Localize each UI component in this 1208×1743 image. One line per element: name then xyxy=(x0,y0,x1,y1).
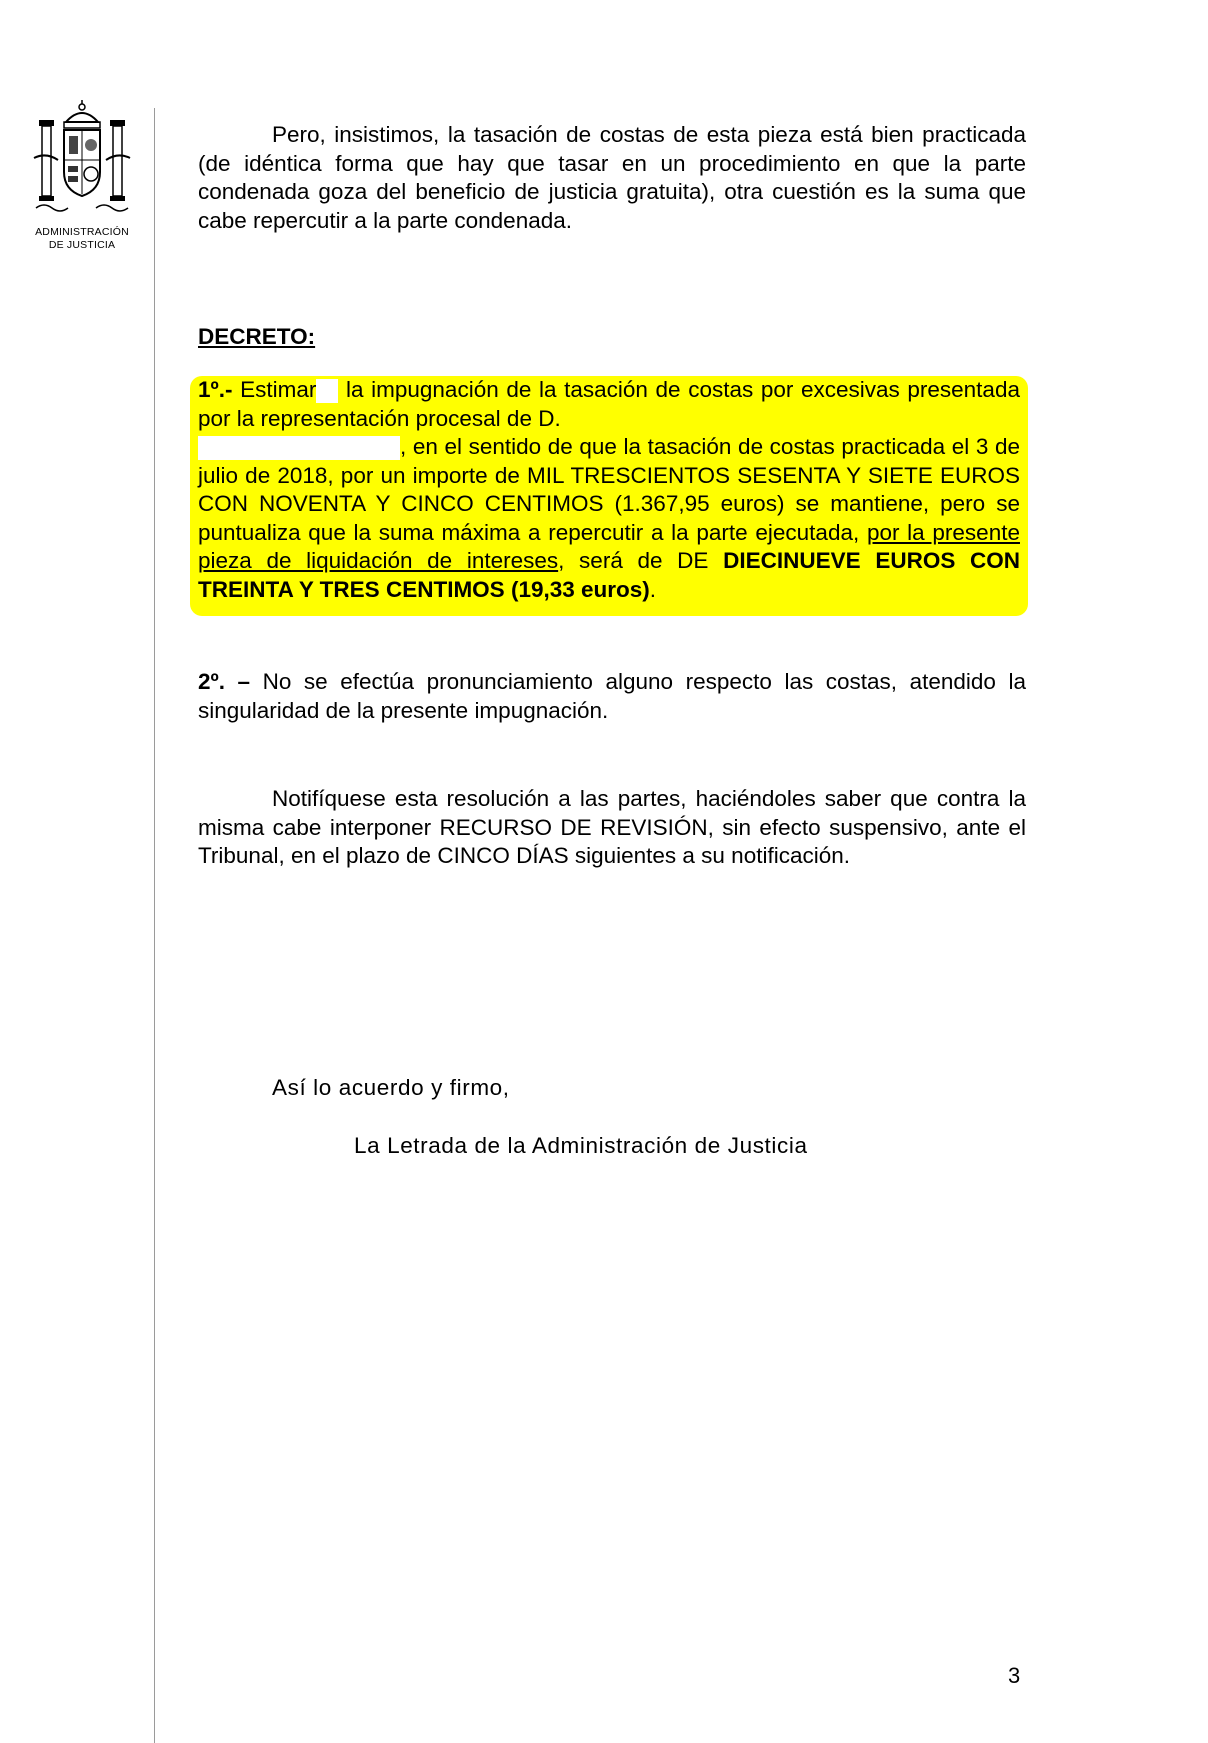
coat-of-arms-icon xyxy=(30,100,134,218)
point-1-underlined: por la presente pieza de liquidación de intereses xyxy=(198,519,1020,573)
logo-caption: ADMINISTRACIÓN DE JUSTICIA xyxy=(35,226,129,251)
point-1-text-a: la impugnación de la tasación de costas por excesivas presentada por la representación procesal de D. xyxy=(198,377,1020,431)
point-1-amount: DIECINUEVE EUROS CON TREINTA Y TRES CENTIMOS (19,33 euros) xyxy=(198,548,1020,602)
redaction-gap xyxy=(316,379,338,403)
point-1-verb: Estimar xyxy=(240,377,317,402)
page-number: 3 xyxy=(1008,1663,1021,1688)
notification-paragraph: Notifíquese esta resolución a las partes, haciéndoles saber que contra la misma cabe interponer RECURSO DE REVISIÓN, sin efecto suspensivo, ante el Tribunal, en el plazo de CINCO DÍAS siguientes a su notificación. xyxy=(198,786,1026,868)
point-1-text-b: , en el sentido de que la tasación de costas practicada el 3 de julio de 2018, por un importe de MIL TRESCIENTOS SESENTA Y SIETE EUROS CON NOVENTA Y CINCO CENTIMOS (1.367,95 euros) se mantiene, pero se puntualiza que la suma máxima a repercutir a la parte ejecutada, xyxy=(198,434,1020,545)
point-1-end: . xyxy=(649,576,657,602)
decreto-heading: DECRETO: xyxy=(198,324,316,349)
point-1-number: 1º.- xyxy=(198,377,233,402)
closing-line-2: La Letrada de la Administración de Justicia xyxy=(354,1133,808,1158)
point-1-text-c: , será de DE xyxy=(558,548,709,573)
intro-paragraph: Pero, insistimos, la tasación de costas de esta pieza está bien practicada (de idéntica forma que hay que tasar en un procedimiento en que la parte condenada goza del beneficio de justicia gratuita), otra cuestión es la suma que cabe repercutir a la parte condenada. xyxy=(198,122,1026,233)
point-2-text: No se efectúa pronunciamiento alguno respecto las costas, atendido la singularidad de la presente impugnación. xyxy=(198,669,1026,723)
administracion-justicia-logo xyxy=(22,100,142,252)
margin-rule xyxy=(154,108,155,1743)
point-2 xyxy=(198,668,1026,725)
redacted-name xyxy=(198,436,400,460)
closing-line-1: Así lo acuerdo y firmo, xyxy=(272,1075,510,1100)
point-2-number: 2º. – xyxy=(198,669,251,694)
point-1-highlighted xyxy=(190,376,1028,604)
